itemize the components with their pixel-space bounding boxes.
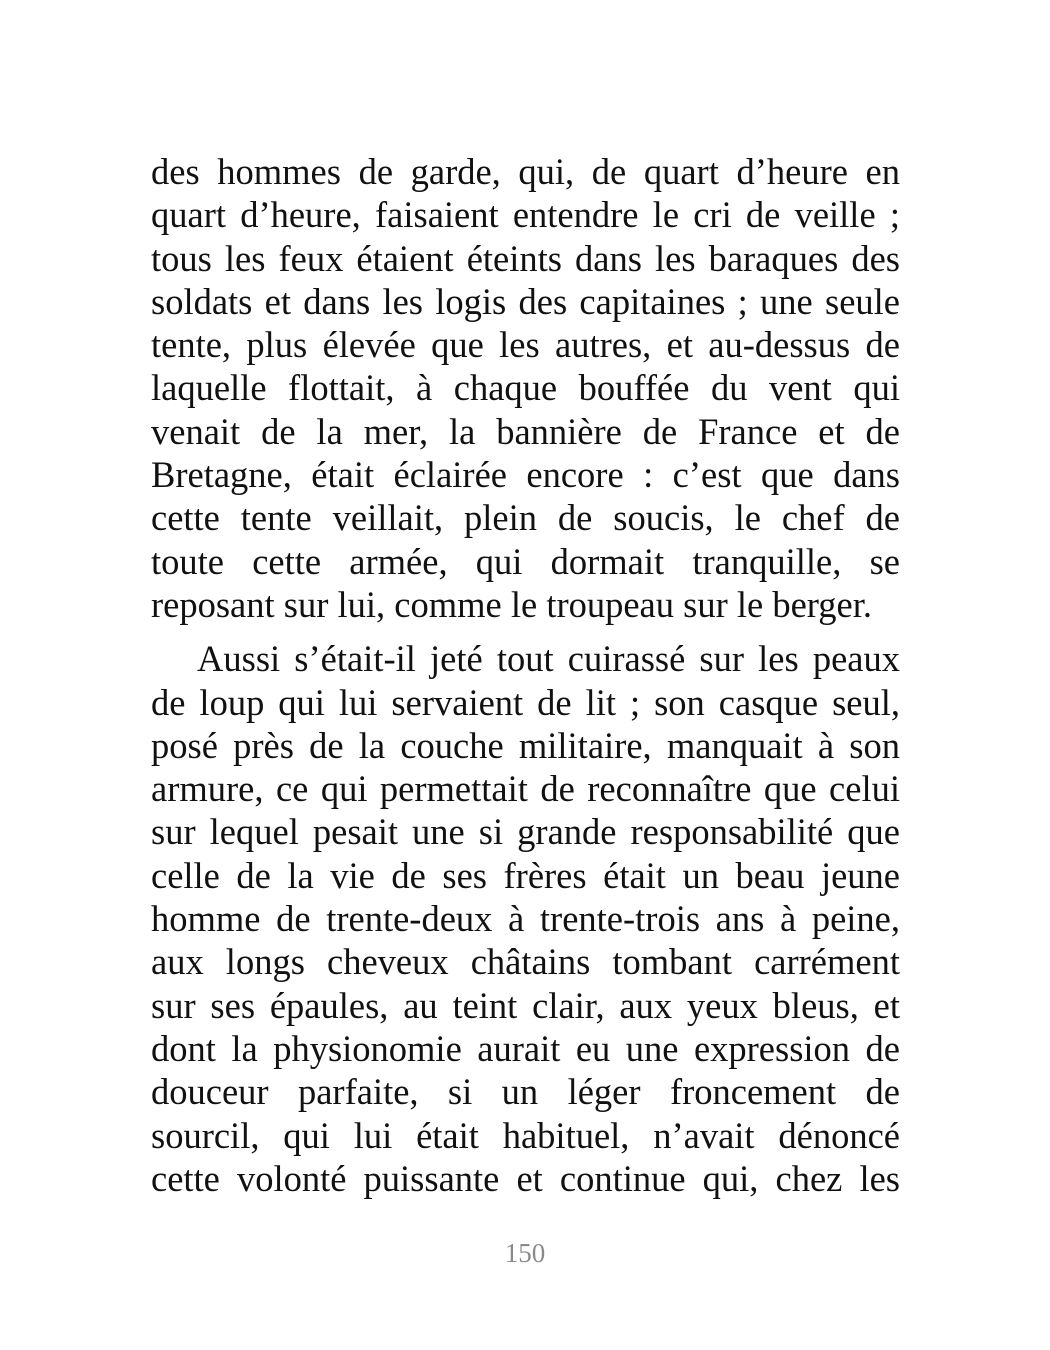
text-line: des hommes de garde, qui, de quart d’heure en [151, 151, 900, 192]
text-line: armure, ce qui permettait de reconnaître que celui [151, 768, 900, 810]
text-line: douceur parfaite, si un léger froncement de [151, 1071, 900, 1113]
text-line: Aussi s’était-il jeté tout cuirassé sur les peaux [197, 638, 900, 680]
text-line: posé près de la couche militaire, manquait à son [151, 724, 900, 766]
paragraph-2 [151, 637, 900, 1200]
text-line: homme de trente-deux à trente-trois ans à peine, [151, 898, 900, 940]
text-line: aux longs cheveux châtains tombant carrément [151, 941, 900, 983]
text-line: de loup qui lui servaient de lit ; son casque seul, [151, 681, 900, 723]
text-line: Bretagne, était éclairée encore : c’est que dans [151, 454, 900, 496]
text-line: celle de la vie de ses frères était un beau jeune [151, 854, 900, 896]
text-line: sourcil, qui lui était habituel, n’avait dénoncé [151, 1114, 900, 1156]
text-line: tous les feux étaient éteints dans les baraques des [151, 237, 900, 279]
text-line: tente, plus élevée que les autres, et au-dessus de [151, 324, 900, 366]
text-line: sur ses épaules, au teint clair, aux yeux bleus, et [151, 984, 900, 1026]
text-line: cette tente veillait, plein de soucis, le chef de [151, 497, 900, 539]
text-line: laquelle flottait, à chaque bouffée du vent qui [151, 367, 900, 409]
text-line: cette volonté puissante et continue qui, chez les [151, 1157, 900, 1199]
text-line: sur lequel pesait une si grande responsabilité que [151, 811, 900, 853]
text-line: reposant sur lui, comme le troupeau sur le berger. [151, 583, 872, 625]
text-line: venait de la mer, la bannière de France et de [151, 410, 900, 452]
text-line: dont la physionomie aurait eu une expression de [151, 1027, 900, 1069]
text-line: toute cette armée, qui dormait tranquille, se [151, 540, 900, 582]
paragraph-1 [151, 150, 900, 626]
text-line: quart d’heure, faisaient entendre le cri de veille ; [151, 194, 900, 236]
page-body [151, 150, 900, 1200]
page-number: 150 [504, 1238, 546, 1268]
text-line: soldats et dans les logis des capitaines ; une seule [151, 280, 900, 322]
